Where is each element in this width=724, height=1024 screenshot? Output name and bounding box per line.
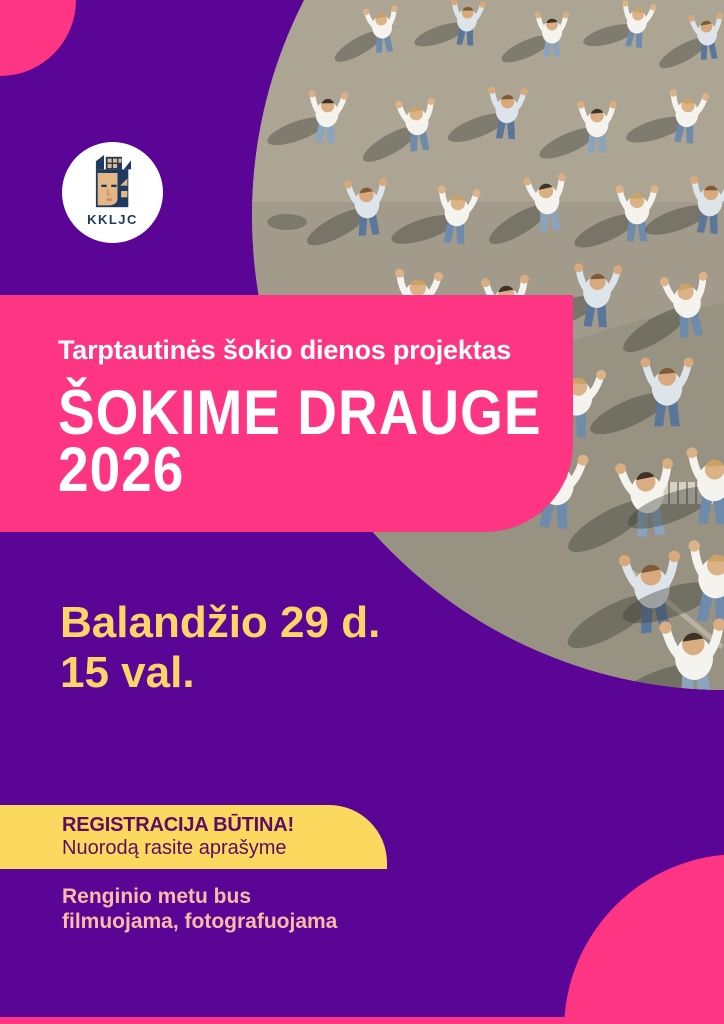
filming-notice-line-2: filmuojama, fotografuojama [62, 910, 338, 933]
event-title-line-1: ŠOKIME DRAUGE [58, 377, 542, 448]
registration-link-hint-text: Nuorodą rasite aprašyme [62, 837, 287, 859]
event-date-line: Balandžio 29 d. [60, 598, 381, 647]
registration-banner [0, 805, 387, 869]
event-time-line: 15 val. [60, 648, 195, 697]
filming-notice-line-1: Renginio metu bus [62, 885, 251, 908]
event-title-line-2: 2026 [58, 434, 185, 505]
kkljc-logo [62, 142, 163, 243]
registration-required-text: REGISTRACIJA BŪTINA! [62, 814, 294, 836]
event-title [58, 377, 573, 505]
bottom-right-circle-shape [564, 854, 724, 1024]
title-banner [0, 295, 573, 532]
bottom-edge-strip [0, 1017, 724, 1024]
filming-notice [62, 884, 337, 934]
kkljc-logo-icon [84, 155, 142, 209]
event-subtitle: Tarptautinės šokio dienos projektas [58, 335, 512, 365]
top-left-corner-shape [0, 0, 76, 76]
logo-text: KKLJC [87, 212, 138, 227]
event-date [60, 598, 380, 698]
